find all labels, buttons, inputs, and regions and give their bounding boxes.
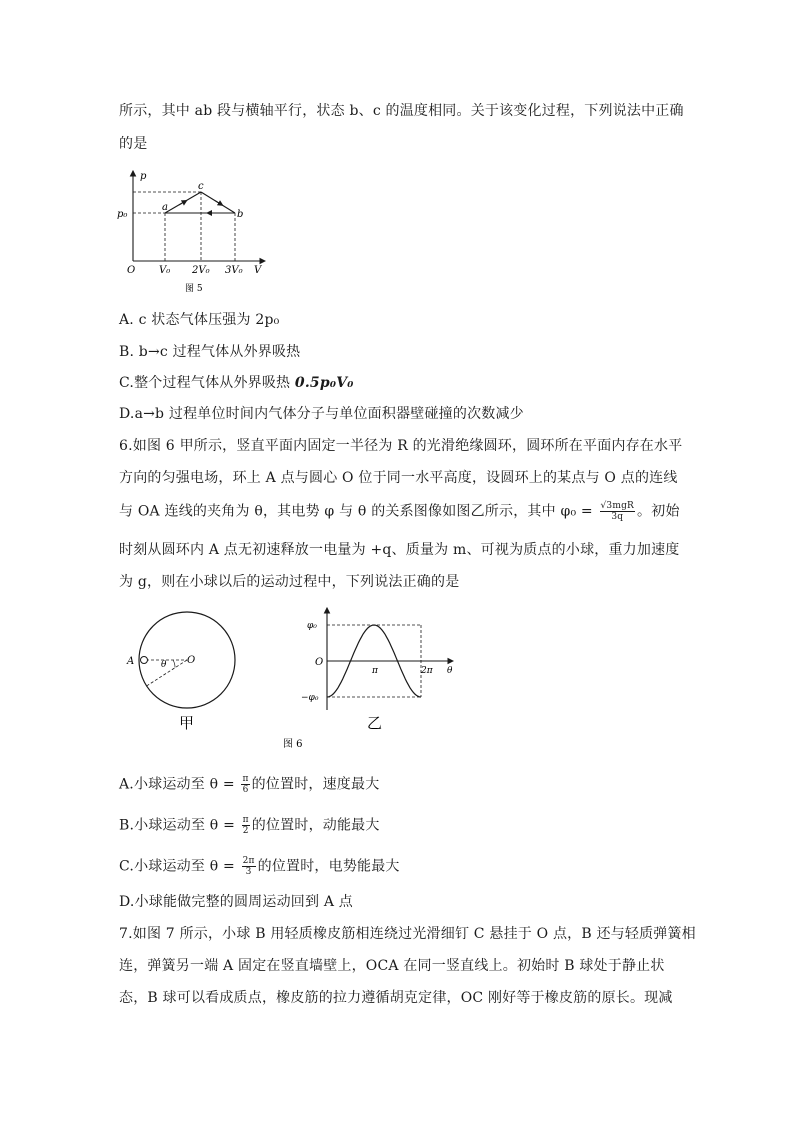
q6-line-1: 6.如图 6 甲所示，竖直平面内固定一半径为 R 的光滑绝缘圆环，圆环所在平面内存在水平 xyxy=(119,438,683,454)
fig6-phi0-label: φ₀ xyxy=(307,621,317,631)
fig5-p-label: p xyxy=(140,171,147,182)
fig6-2pi-tick: 2π xyxy=(421,666,433,676)
fig5-point-a: a xyxy=(162,202,168,213)
figure-5-pv-diagram xyxy=(115,165,275,300)
q7-line-3: 态，B 球可以看成质点，橡皮筋的拉力遵循胡克定律，OC 刚好等于橡皮筋的原长。现减 xyxy=(119,990,673,1006)
fig6-point-o: O xyxy=(187,655,196,666)
fig6-pi-tick: π xyxy=(372,666,378,676)
q5-option-b: B. b→c 过程气体从外界吸热 xyxy=(119,344,301,360)
fig5-p0-label: p₀ xyxy=(117,209,128,220)
para-line-2: 的是 xyxy=(119,136,148,152)
q6-line-4: 时刻从圆环内 A 点无初速释放一电量为 +q、质量为 m、可视为质点的小球，重力加速度 xyxy=(119,542,680,558)
q7-line-1: 7.如图 7 所示，小球 B 用轻质橡皮筋相连绕过光滑细钉 C 悬挂于 O 点，B 还与轻质弹簧相 xyxy=(119,926,696,942)
fig5-tick-3v0: 3V₀ xyxy=(225,265,243,276)
fig6-theta-axis-label: θ xyxy=(447,666,453,676)
q6-option-a: A.小球运动至 θ = $\frac{\pi}{6}$ 的位置时，速度最大 xyxy=(119,774,380,795)
fig6-theta: θ xyxy=(161,660,167,670)
fig6-label-jia: 甲 xyxy=(179,714,195,732)
fig5-origin: O xyxy=(127,265,136,276)
fig6-point-a: A xyxy=(127,656,135,667)
fig5-point-b: b xyxy=(237,209,244,220)
fig6-origin: O xyxy=(315,657,324,668)
fig5-point-c: c xyxy=(198,181,204,192)
fig5-tick-2v0: 2V₀ xyxy=(192,265,210,276)
fig5-v-label: V xyxy=(254,265,262,276)
q5-option-a: A. c 状态气体压强为 2p₀ xyxy=(119,312,280,328)
q7-line-2: 连，弹簧另一端 A 固定在竖直墙壁上，OCA 在同一竖直线上。初始时 B 球处于静止状 xyxy=(119,958,665,974)
fig6-label-yi: 乙 xyxy=(367,714,383,732)
q6-line-3: 与 OA 连线的夹角为 θ，其电势 φ 与 θ 的关系图像如图乙所示，其中 φ₀ = $\frac{\text{√3mgR}}{3q}$ 。初始 xyxy=(119,501,680,522)
q5-option-c: C.整个过程气体从外界吸热 0.5p₀V₀ xyxy=(119,375,354,391)
q6-option-b: B.小球运动至 θ = $\frac{\pi}{2}$ 的位置时，动能最大 xyxy=(119,815,380,836)
fig6-ball xyxy=(141,657,148,664)
figure-6 xyxy=(115,605,475,755)
q6-option-c: C.小球运动至 θ = $\frac{2\pi}{3}$ 的位置时，电势能最大 xyxy=(119,856,400,877)
fig5-caption: 图 5 xyxy=(185,284,203,294)
q6-option-d: D.小球能做完整的圆周运动回到 A 点 xyxy=(119,894,353,910)
para-line-1: 所示，其中 ab 段与横轴平行，状态 b、c 的温度相同。关于该变化过程，下列说法中正确 xyxy=(119,103,684,119)
fig5-tick-v0: V₀ xyxy=(159,265,171,276)
fig6-caption: 图 6 xyxy=(283,739,303,750)
q5-option-d: D.a→b 过程单位时间内气体分子与单位面积器壁碰撞的次数减少 xyxy=(119,406,524,422)
q6-line-5: 为 g，则在小球以后的运动过程中，下列说法正确的是 xyxy=(119,574,460,590)
fig6-neg-phi0-label: −φ₀ xyxy=(301,693,319,703)
q6-line-2: 方向的匀强电场，环上 A 点与圆心 O 位于同一水平高度，设圆环上的某点与 O 点的连线 xyxy=(119,470,678,486)
